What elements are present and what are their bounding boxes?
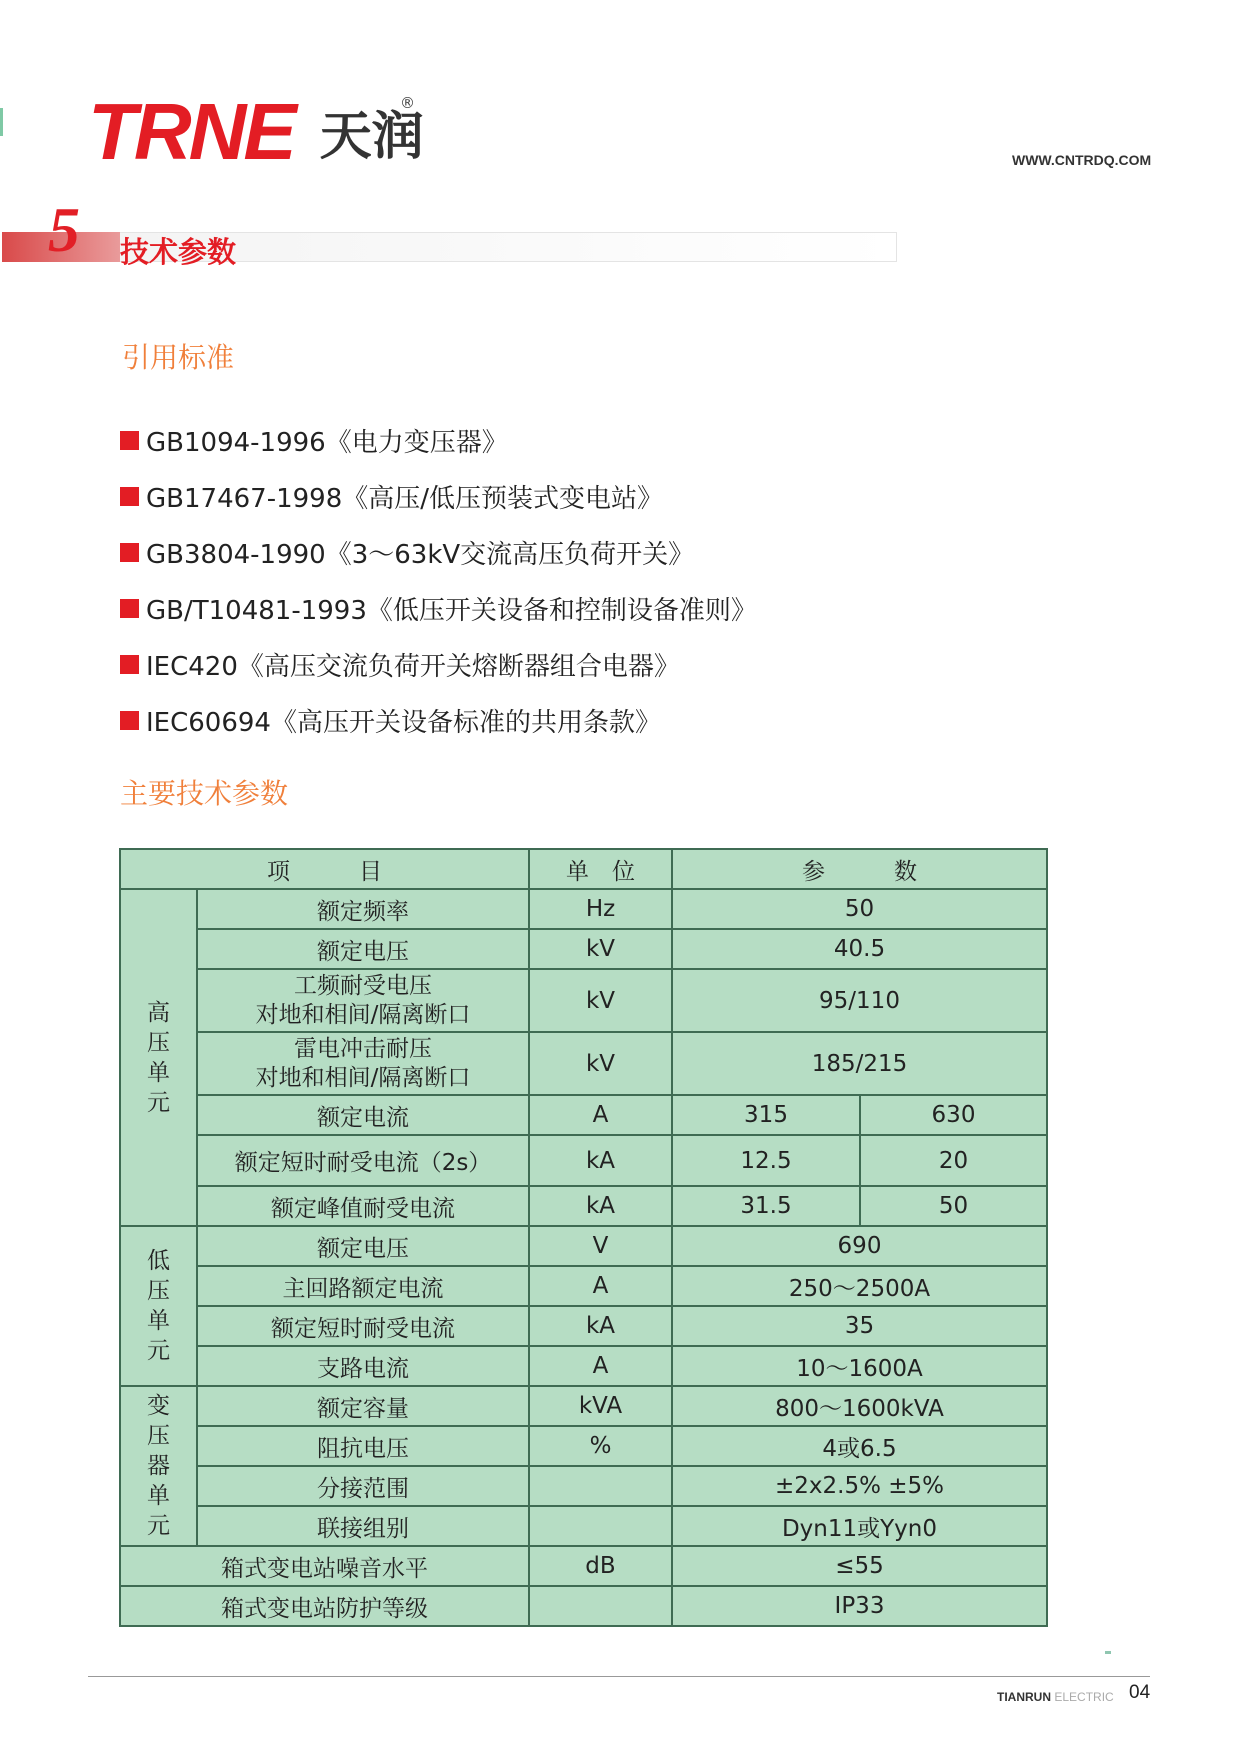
page-number: 04 <box>1129 1682 1151 1703</box>
table-row: 箱式变电站防护等级 IP33 <box>120 1586 1047 1626</box>
table-row: 工频耐受电压 对地和相间/隔离断口 kV 95/110 <box>120 969 1047 1032</box>
table-row: 变 压 器 单 元 额定容量 kVA 800～1600kVA <box>120 1386 1047 1426</box>
table-row: 分接范围 ±2x2.5% ±5% <box>120 1466 1047 1506</box>
standard-item: GB3804-1990《3～63kV交流高压负荷开关》 <box>120 524 757 580</box>
header-unit: 单 位 <box>529 849 672 889</box>
table-row: 联接组别 Dyn11或Yyn0 <box>120 1506 1047 1546</box>
group-label-hv: 高 压 单 元 <box>120 889 197 1226</box>
params-heading: 主要技术参数 <box>120 777 289 810</box>
decorative-speck <box>1105 1651 1111 1654</box>
header-value: 参 数 <box>672 849 1047 889</box>
group-label-transformer: 变 压 器 单 元 <box>120 1386 197 1546</box>
section-title-rule <box>120 232 897 262</box>
footer-brand: TIANRUN ELECTRIC <box>997 1690 1114 1704</box>
square-bullet-icon <box>120 599 139 618</box>
table-row: 箱式变电站噪音水平 dB ≤55 <box>120 1546 1047 1586</box>
table-row: 高 压 单 元 额定频率 Hz 50 <box>120 889 1047 929</box>
logo-chinese-name: 天润 <box>319 107 424 167</box>
table-row: 额定短时耐受电流（2s） kA 12.5 20 <box>120 1135 1047 1186</box>
footer-rule <box>88 1676 1150 1677</box>
group-label-lv: 低 压 单 元 <box>120 1226 197 1386</box>
table-header-row <box>120 849 1047 889</box>
company-logo <box>88 87 424 176</box>
table-row: 额定电流 A 315 630 <box>120 1095 1047 1135</box>
logo-mark: TRNE <box>88 87 294 176</box>
standard-item: GB/T10481-1993《低压开关设备和控制设备准则》 <box>120 580 757 636</box>
standards-heading: 引用标准 <box>122 341 235 374</box>
table-row: 额定电压 kV 40.5 <box>120 929 1047 969</box>
table-row: 支路电流 A 10～1600A <box>120 1346 1047 1386</box>
standard-item: GB1094-1996《电力变压器》 <box>120 412 757 468</box>
square-bullet-icon <box>120 487 139 506</box>
registered-mark: ® <box>400 94 415 112</box>
header-item: 项 目 <box>120 849 529 889</box>
table-row: 主回路额定电流 A 250～2500A <box>120 1266 1047 1306</box>
standard-item: IEC60694《高压开关设备标准的共用条款》 <box>120 692 757 748</box>
standards-list <box>120 412 757 748</box>
table-row: 额定峰值耐受电流 kA 31.5 50 <box>120 1186 1047 1226</box>
standard-item: GB17467-1998《高压/低压预装式变电站》 <box>120 468 757 524</box>
table-row: 低 压 单 元 额定电压 V 690 <box>120 1226 1047 1266</box>
edge-marker <box>0 108 3 136</box>
section-title: 技术参数 <box>120 235 237 269</box>
table-row: 阻抗电压 % 4或6.5 <box>120 1426 1047 1466</box>
table-row: 额定短时耐受电流 kA 35 <box>120 1306 1047 1346</box>
website-url: WWW.CNTRDQ.COM <box>1012 152 1152 168</box>
table-row: 雷电冲击耐压 对地和相间/隔离断口 kV 185/215 <box>120 1032 1047 1095</box>
square-bullet-icon <box>120 711 139 730</box>
square-bullet-icon <box>120 431 139 450</box>
standard-item: IEC420《高压交流负荷开关熔断器组合电器》 <box>120 636 757 692</box>
section-number: 5 <box>48 194 80 265</box>
square-bullet-icon <box>120 543 139 562</box>
technical-parameters-table <box>119 848 1048 1627</box>
square-bullet-icon <box>120 655 139 674</box>
